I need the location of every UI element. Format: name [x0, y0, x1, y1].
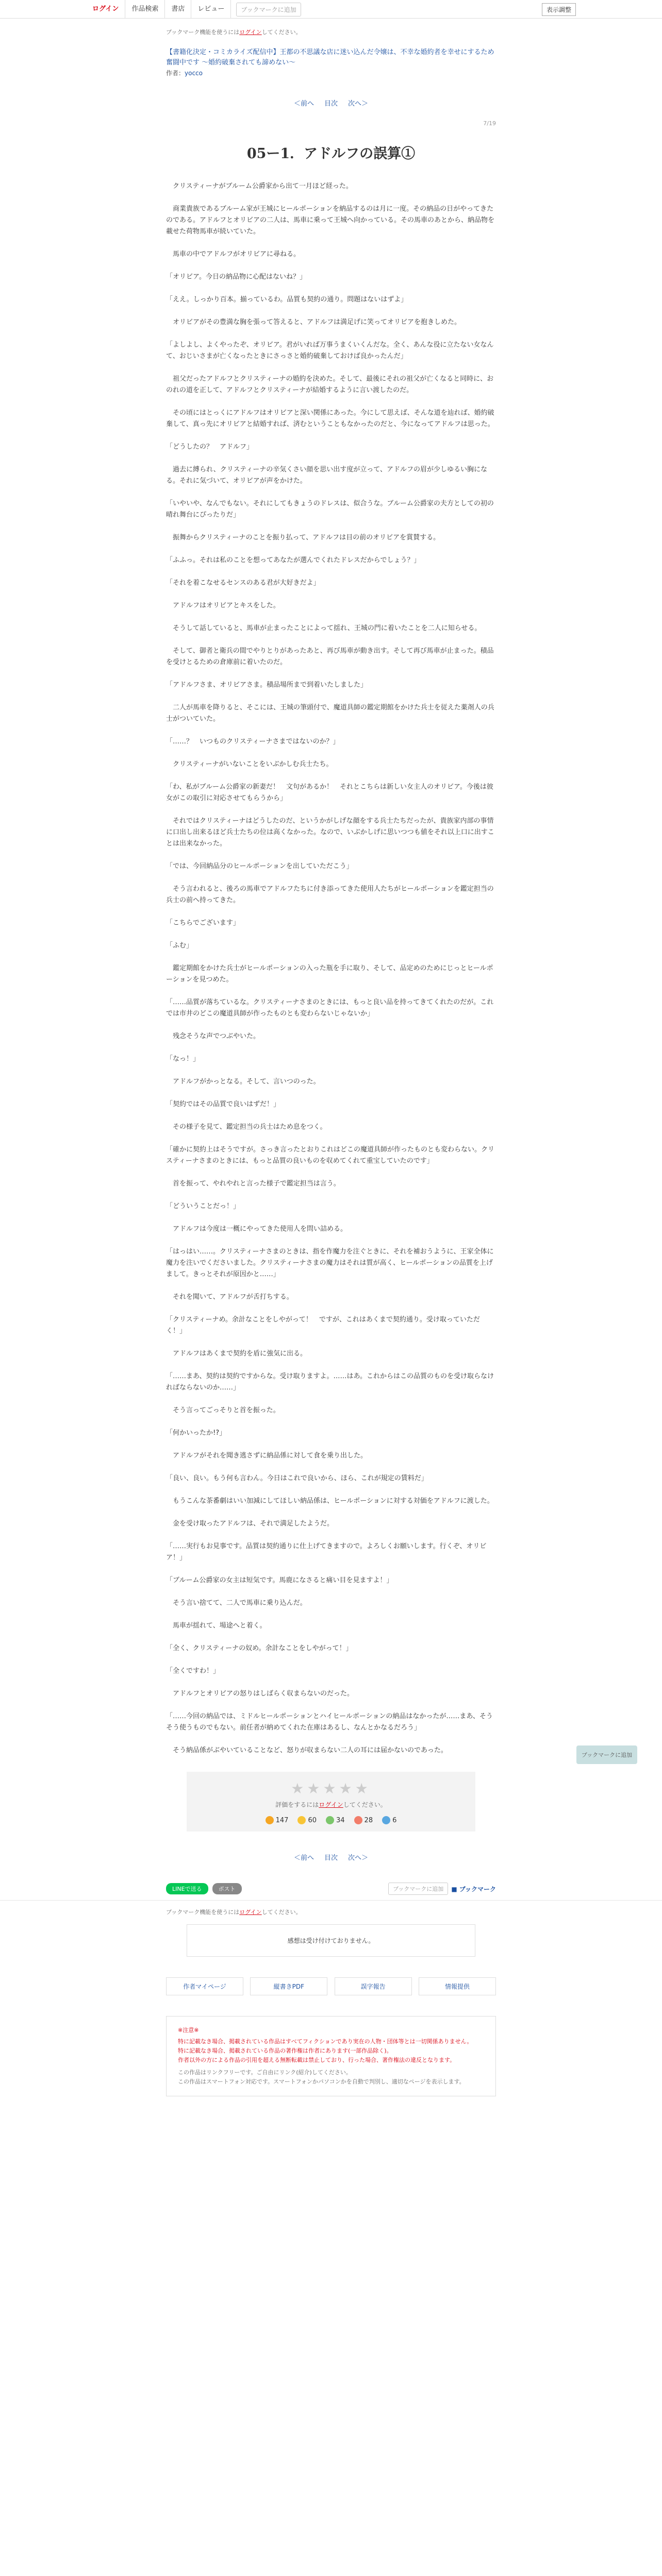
body-paragraph: 馬車が揺れて、場途へと着く。 — [166, 1622, 267, 1630]
login-link[interactable]: ログイン — [86, 0, 125, 19]
notice-red-line: 特に記載なき場合、掲載されている作品はすべてフィクションであり実在の人物・団体等とは一切関係ありません。 — [178, 2038, 473, 2045]
pager-bottom — [166, 1852, 496, 1862]
rating-note-prefix: 評価をするには — [275, 1801, 319, 1808]
x-share-button[interactable]: ポスト — [212, 1883, 242, 1894]
share-buttons — [166, 1883, 242, 1894]
bookmark-add-button[interactable]: ブックマークに追加 — [388, 1883, 448, 1895]
reaction-item[interactable] — [382, 1816, 396, 1824]
body-paragraph: 金を受け取ったアドルフは、それで満足したようだ。 — [166, 1520, 334, 1528]
body-paragraph: アドルフがかっとなる。そして、言いつのった。 — [166, 1078, 320, 1086]
site-header — [0, 0, 662, 19]
reaction-list — [187, 1816, 475, 1824]
body-paragraph: 「良い、良い。もう何も言わん。今日はこれで良いから、ほら、これが規定の賃料だ」 — [166, 1475, 428, 1482]
body-paragraph: 「ふふっ。それは私のことを想ってあなたが選んでくれたドレスだからでしょう？」 — [166, 556, 421, 564]
reaction-count: 147 — [275, 1816, 289, 1824]
star-rating[interactable]: ★★★★★ — [291, 1780, 371, 1797]
bookmark-note-prefix: ブックマーク機能を使うには — [166, 29, 240, 36]
bookmark-login-note — [166, 28, 496, 36]
notice-red-line: 特に記載なき場合、掲載されている作品の著作権は作者にあります(一部作品除く)。 — [178, 2047, 392, 2054]
reaction-count: 34 — [336, 1816, 345, 1824]
body-paragraph: 「よしよし、よくやったぞ、オリビア。君がいれば万事うまくいくんだな。全く、あんな役に立たない女なんて、おじいさまが亡くなったときにさっさと婚約破棄しておけば良かったんだ」 — [166, 341, 494, 360]
body-paragraph: 「……まあ、契約は契約ですからな。受け取りますよ。……はあ。これからはこの品質のものを受け取らなければならないのか……」 — [166, 1372, 494, 1392]
reaction-item[interactable] — [354, 1816, 373, 1824]
comment-login-note — [166, 1908, 496, 1916]
body-paragraph: 「ええ。しっかり百本。揃っているわ。品質も契約の通り。問題はないはずよ」 — [166, 296, 408, 303]
body-paragraph: 馬車の中でアドルフがオリビアに尋ねる。 — [166, 250, 301, 258]
body-paragraph: オリビアがその豊満な胸を張って答えると、アドルフは満足げに笑ってオリビアを抱きしめた。 — [166, 318, 461, 326]
toc-link-bottom[interactable]: 目次 — [324, 1854, 338, 1862]
main-content — [166, 28, 496, 1862]
body-paragraph: その様子を見て、鑑定担当の兵士はため息をつく。 — [166, 1123, 327, 1131]
body-paragraph: 「……実行もお見事です。品質は契約通りに仕上げてきますので。よろしくお願いします。行くぞ、オリビア！」 — [166, 1543, 487, 1562]
toc-link[interactable]: 目次 — [324, 100, 338, 108]
body-paragraph: 「契約ではその品質で良いはずだ！」 — [166, 1100, 280, 1108]
reaction-item[interactable] — [266, 1816, 289, 1824]
body-paragraph: アドルフとオリビアの怒りはしばらく収まらないのだった。 — [166, 1690, 354, 1698]
body-paragraph: 「ふむ」 — [166, 942, 193, 950]
body-paragraph: それではクリスティーナはどうしたのだ、というかがしげな顔をする兵士たちだったが、貴族家内部の事情に口出し出来るほど兵士たちの位は高くなかった。なので、いぶかしげに思いつつも値をそれ以上口に出すことは出来なかった。 — [166, 817, 494, 848]
body-paragraph: 「オリビア。今日の納品物に心配はないね？」 — [166, 273, 306, 281]
comment-login-link[interactable]: ログイン — [239, 1909, 262, 1916]
body-paragraph: 「何かいったか!?」 — [166, 1429, 226, 1437]
body-paragraph: アドルフはオリビアとキスをした。 — [166, 602, 280, 609]
typo-report-link[interactable]: 誤字報告 — [335, 1977, 412, 1995]
body-paragraph: クリスティーナがブルーム公爵家から出て一月ほど経った。 — [166, 182, 353, 190]
notice-box — [166, 2016, 496, 2096]
comment-section — [166, 1908, 496, 1957]
comment-closed-box: 感想は受け付けておりません。 — [187, 1924, 475, 1957]
body-paragraph: その頃にはとっくにアドルフはオリビアと深い関係にあった。今にして思えば、そんな道を辿れば、婚約破棄して、真っ先にオリビアと結婚すれば、済むということもなかったのだと、今になってアドルフは思った。 — [166, 409, 494, 428]
author-mypage-link[interactable]: 作者マイページ — [166, 1977, 243, 1995]
body-paragraph: 「……今回の納品では、ミドルヒールポーションとハイヒールポーションの納品はなかったが……まあ、そうそう使うものでもない。前任者が納めてくれた在庫はあるし、なんとかなるだろう」 — [166, 1713, 493, 1732]
next-link[interactable]: 次へ＞ — [348, 100, 369, 108]
body-paragraph: 「クリスティーナめ。余計なことをしやがって！ ですが、これはあくまで契約通り。受け取っていただく！」 — [166, 1316, 480, 1335]
body-paragraph: 鑑定期館をかけた兵士がヒールポーションの入った瓶を手に取り、そして、品定めのためにじっとヒールポーションを見つめた。 — [166, 964, 493, 984]
page-number: 7/19 — [483, 120, 496, 127]
body-paragraph: 祖父だったアドルフとクリスティーナの婚約を決めた。そして、最後にそれの祖父が亡くなると同時に、おのれの道を正して、アドルフとクリスティーナが結婚するように言い渡したのだ。 — [166, 375, 494, 394]
reaction-count: 6 — [392, 1816, 397, 1824]
body-paragraph: アドルフがそれを聞き逃さずに納品係に対して食を乗り出した。 — [166, 1452, 368, 1460]
vertical-pdf-link[interactable]: 縦書きPDF — [250, 1977, 327, 1995]
header-inner — [86, 0, 576, 19]
body-paragraph: 残念そうな声でつぶやいた。 — [166, 1032, 260, 1040]
clap-icon — [382, 1816, 390, 1824]
body-paragraph: 振舞からクリスティーナのことを振り払って、アドルフは目の前のオリビアを賞賛する。 — [166, 534, 440, 541]
header-bookmark-button[interactable]: ブックマークに追加 — [236, 3, 301, 16]
info-links — [166, 1977, 496, 1995]
section-divider — [0, 1900, 662, 1901]
series-title-link[interactable]: 【書籍化決定・コミカライズ配信中】王都の不思議な店に迷い込んだ令嬢は、不幸な婚約者を幸せにするため奮闘中です ～婚約破棄されても諦めない～ — [166, 48, 494, 66]
body-paragraph: 「どういうことだっ！」 — [166, 1202, 240, 1210]
notice-title: ※注意※ — [178, 2027, 199, 2033]
line-share-button[interactable]: LINEで送る — [166, 1883, 208, 1894]
body-paragraph: 「なっ！」 — [166, 1055, 200, 1063]
prev-link[interactable]: ＜前へ — [293, 100, 314, 108]
body-paragraph: 「……？ いつものクリスティーナさまではないのか？」 — [166, 738, 340, 745]
rating-note — [187, 1800, 475, 1809]
cry-icon — [354, 1816, 362, 1824]
info-provide-link[interactable]: 情報提供 — [419, 1977, 496, 1995]
body-paragraph: 「全くですわ！」 — [166, 1667, 220, 1675]
bookmark-note-suffix: してください。 — [261, 29, 302, 36]
body-paragraph: 「全く、クリスティーナの奴め。余計なことをしやがって！」 — [166, 1645, 353, 1652]
body-paragraph: 「わ、私がブルーム公爵家の新妻だ！ 文句があるか！ それとこちらは新しい女主人のオリビア。今後は彼女がこの取引に対応させてもらうから」 — [166, 783, 493, 802]
body-paragraph: そう言ってごっそりと首を振った。 — [166, 1406, 280, 1414]
nav-books-link[interactable]: 書店 — [165, 0, 191, 19]
prev-link-bottom[interactable]: ＜前へ — [293, 1854, 314, 1862]
body-paragraph: 商業貴族であるブルーム家が王城にヒールポーションを納品するのは月に一度。その納品の日がやってきたのである。アドルフとオリビアの二人は、馬車に乗って王城へ向かっている。その馬車のあとから、納品物を載せた荷物馬車が続いていた。 — [166, 205, 495, 235]
next-link-bottom[interactable]: 次へ＞ — [348, 1854, 369, 1862]
body-paragraph: そして、御者と衛兵の間でやりとりがあったあと、再び馬車が動き出す。そして再び馬車が止まった。積品を受けとるための倉庫前に着いたのだ。 — [166, 647, 494, 666]
body-paragraph: それを聞いて、アドルフが舌打ちする。 — [166, 1293, 293, 1301]
pager-top — [166, 98, 496, 108]
body-paragraph: 「では、今回納品分のヒールポーションを出していただこう」 — [166, 862, 353, 870]
floating-bookmark-button[interactable]: ブックマークに追加 — [576, 1745, 637, 1764]
body-paragraph: 「こちらでございます」 — [166, 919, 240, 927]
body-paragraph: そう言い捨てて、二人で馬車に乗り込んだ。 — [166, 1599, 307, 1607]
display-settings-button[interactable]: 表示調整 — [542, 3, 576, 16]
bookmark-area — [388, 1883, 496, 1895]
body-paragraph: 「……品質が落ちているな。クリスティーナさまのときには、もっと良い品を持ってきてくれたのだが。これでは市井のどこの魔道具師が作ったものとも変わらないじゃないか」 — [166, 998, 494, 1018]
comment-note-prefix: ブックマーク機能を使うには — [166, 1909, 240, 1916]
smile-icon — [326, 1816, 334, 1824]
notice-red-line: 作者以外の方による作品の引用を超える無断転載は禁止しており、行った場合、著作権法の違反となります。 — [178, 2057, 456, 2063]
body-paragraph: そうして話していると、馬車が止まったことによって揺れ、王城の門に着いたことを二人に知らせる。 — [166, 624, 482, 632]
nav-search-link[interactable]: 作品検索 — [125, 0, 165, 19]
body-paragraph: 二人が馬車を降りると、そこには、王城の筆頭付で、魔道具師の鑑定期館をかけた兵士を従えた薬剤人の兵士がついていた。 — [166, 704, 494, 723]
reaction-item[interactable] — [326, 1816, 345, 1824]
author-line — [166, 69, 496, 77]
chapter-title: 05ー1．アドルフの誤算① — [246, 146, 416, 162]
body-paragraph: 「アドルフさま、オリビアさま。積品場所まで到着いたしました」 — [166, 681, 368, 689]
body-paragraph: そう納品係がぶやいていることなど、怒りが収まらない二人の耳には届かないのであった。 — [166, 1747, 448, 1754]
notice-gray-line: この作品はスマートフォン対応です。スマートフォンかパソコンかを自動で判別し、適切なページを表示します。 — [178, 2078, 465, 2085]
bookmark-login-link[interactable]: ログイン — [239, 29, 262, 36]
thumbs-up-icon — [266, 1816, 274, 1824]
laugh-icon — [297, 1816, 306, 1824]
body-paragraph: アドルフはあくまで契約を盾に強気に出る。 — [166, 1350, 307, 1358]
share-toolbar — [166, 1883, 496, 1895]
bookmark-link-label: ブックマーク — [459, 1885, 496, 1893]
body-paragraph: 「それを着こなせるセンスのある君が大好きだよ」 — [166, 579, 320, 587]
body-paragraph: 「いやいや、なんでもない。それにしてもきょうのドレスは、似合うな。ブルーム公爵家の夫方としての初の晴れ舞台にぴったりだ」 — [166, 500, 494, 519]
body-paragraph: 「確かに契約上はそうですが。さっき言ったとおりこれはどこの魔道具師が作ったものとも変わらない。クリスティーナさまのときには、もっと品質の良いものを収めてくれて重宝していたのです」 — [166, 1146, 495, 1165]
author-label: 作者： — [166, 70, 185, 77]
rating-box — [187, 1772, 475, 1832]
body-paragraph: アドルフは今度は一概にやってきた使用人を問い詰める。 — [166, 1225, 347, 1233]
body-paragraph: 過去に縛られ、クリスティーナの辛気くさい顔を思い出す度が立って、アドルフの眉が少しゆるい胸になる。それに気づいて、オリビアが声をかけた。 — [166, 466, 487, 485]
body-paragraph: クリスティーナがいないことをいぶかしむ兵士たち。 — [166, 760, 333, 768]
reaction-count: 28 — [364, 1816, 373, 1824]
body-paragraph: 首を振って、やれやれと言った様子で鑑定担当は言う。 — [166, 1180, 340, 1188]
body-paragraph: そう言われると、後ろの馬車でアドルフたちに付き添ってきた使用人たちがヒールポーションを鑑定担当の兵士の前へ持ってきた。 — [166, 885, 494, 904]
header-nav — [86, 0, 301, 19]
reaction-count: 60 — [308, 1816, 317, 1824]
body-paragraph: 「どうしたの？ アドルフ」 — [166, 443, 254, 451]
body-paragraph: もうこんな茶番劇はいい加減にしてほしい納品係は、ヒールポーションに対する対価をアドルフに渡した。 — [166, 1497, 494, 1505]
body-paragraph: 「はっはい……。クリスティーナさまのときは、指を作魔力を注ぐときに、それを補おうように、王家全体に魔力を注いでくださいました。クリスティーナさまの魔力はそれは質が高く、ヒールポーションの品質を上げまして。きっとそれが原因かと……」 — [166, 1248, 494, 1278]
comment-note-suffix: してください。 — [261, 1909, 302, 1916]
body-paragraph: 「ブルーム公爵家の女主は短気です。馬鹿になさると痛い目を見ますよ！」 — [166, 1577, 393, 1584]
reaction-item[interactable] — [297, 1816, 317, 1824]
author-link[interactable]: yocco — [185, 70, 203, 77]
rating-login-link[interactable]: ログイン — [319, 1801, 343, 1808]
bookmark-link[interactable]: ■ ブックマーク — [451, 1885, 496, 1893]
notice-gray-line: この作品はリンクフリーです。ご自由にリンク(紹介)してください。 — [178, 2069, 352, 2076]
rating-note-suffix: してください。 — [343, 1801, 387, 1808]
chapter-body — [166, 181, 496, 1756]
nav-review-link[interactable]: レビュー — [191, 0, 231, 19]
